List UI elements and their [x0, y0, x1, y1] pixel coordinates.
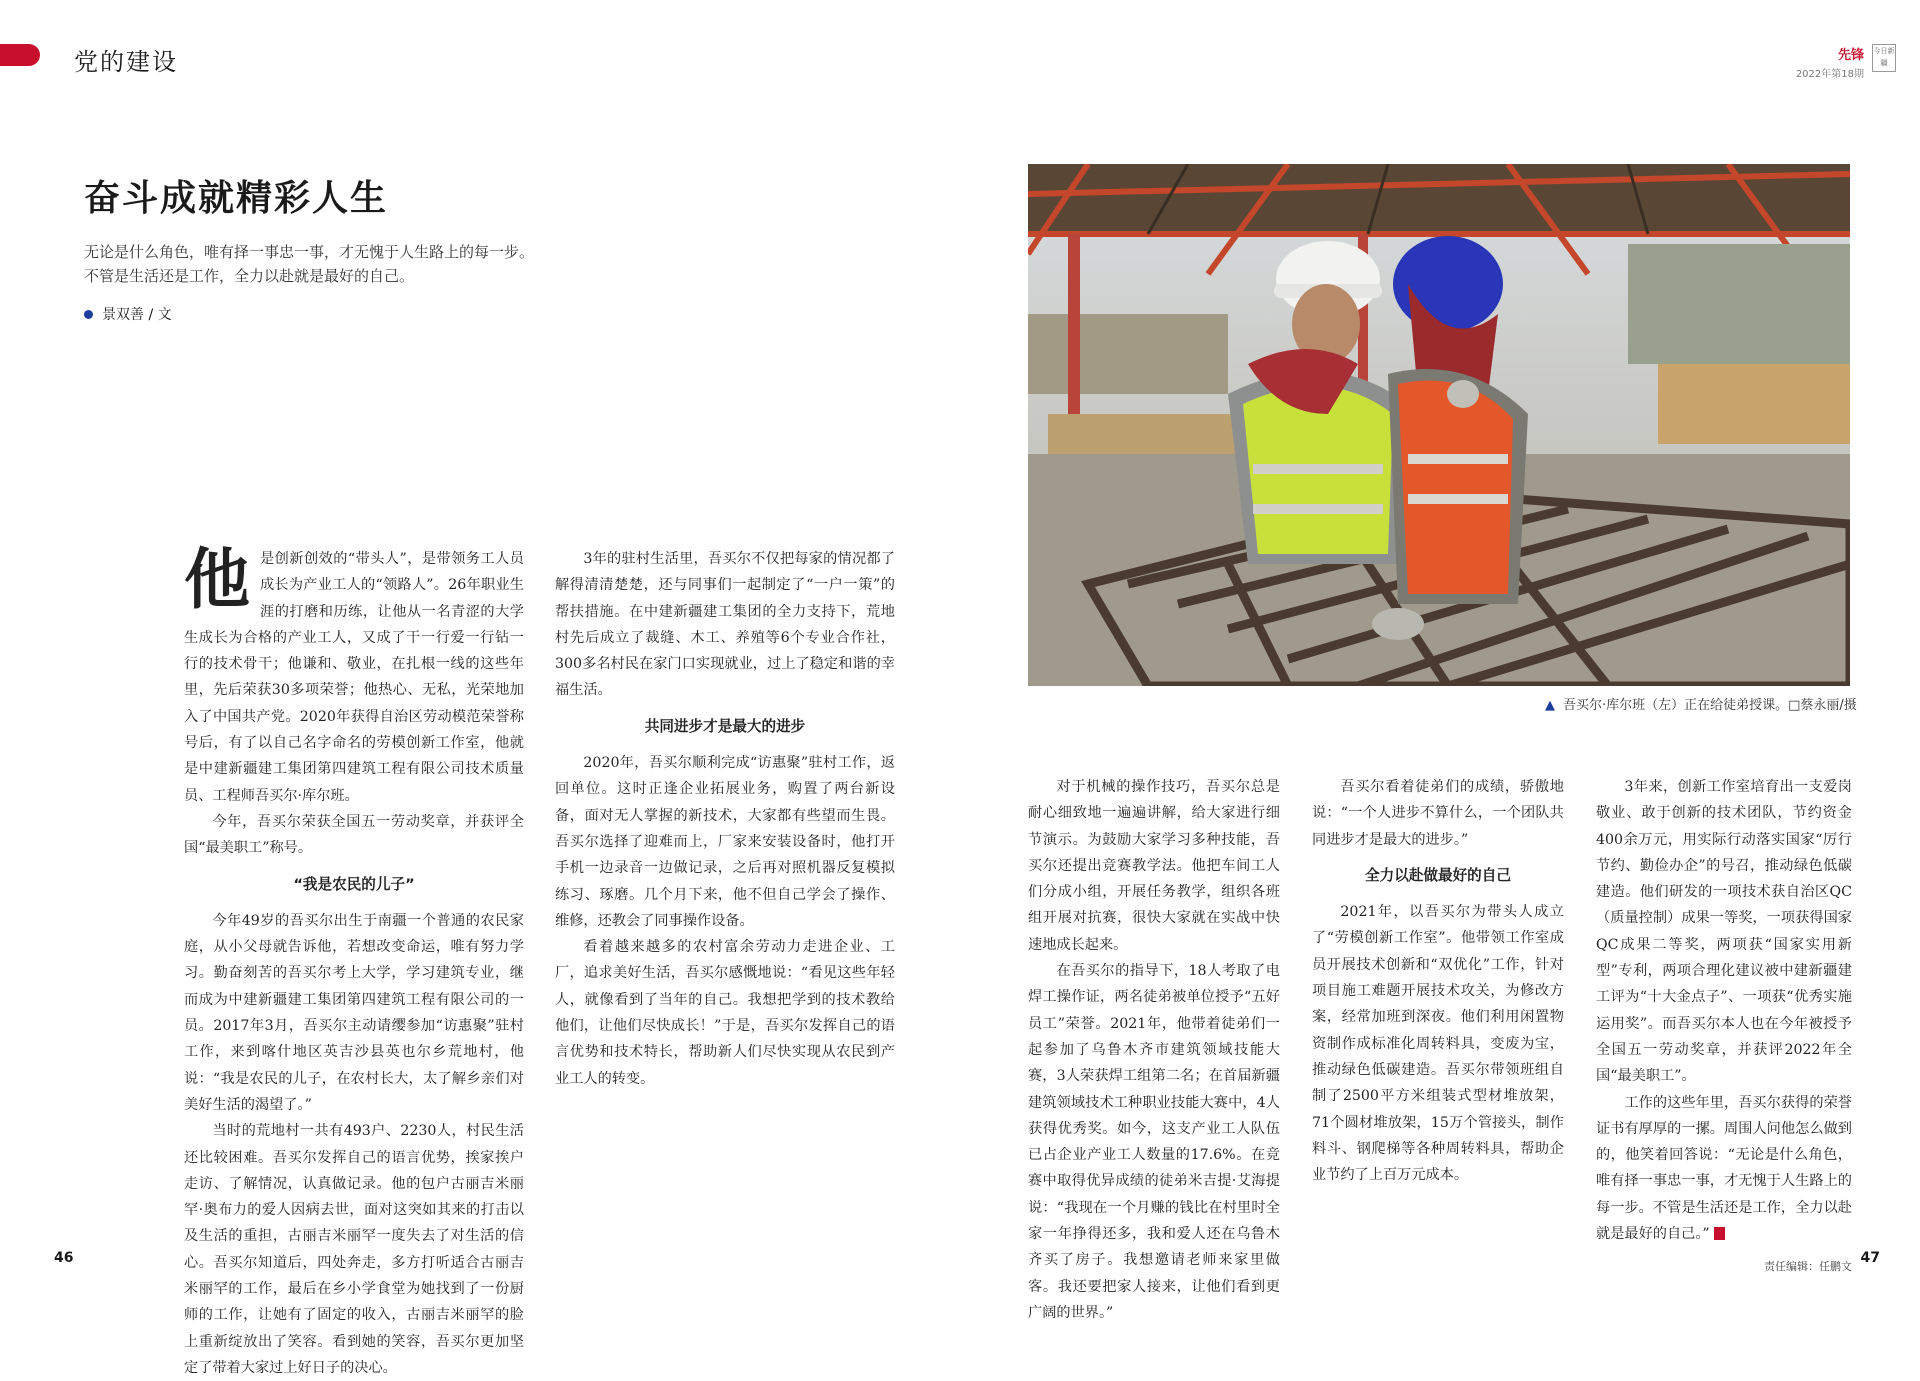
paragraph: 2020年，吾买尔顺利完成“访惠聚”驻村工作，返回单位。这时正逢企业拓展业务，购置了两台新设备，面对无人掌握的新技术，大家都有些望而生畏。吾买尔选择了迎难而上，厂家来安装设备时，他打开手机一边录音一边做记录，之后再对照机器反复模拟练习、琢磨。几个月下来，他不但自己学会了操作、维修，还教会了同事操作设备。: [555, 755, 895, 929]
drop-cap: 他: [184, 541, 250, 618]
subheading: “我是农民的儿子”: [293, 875, 415, 893]
paragraph: 3年的驻村生活里，吾买尔不仅把每家的情况都了解得清清楚楚，还与同事们一起制定了“一户一策”的帮扶措施。在中建新疆建工集团的全力支持下，荒地村先后成立了裁缝、木工、养殖等6个专业合作社，300多名村民在家门口实现就业，过上了稳定和谐的幸福生活。: [555, 551, 895, 699]
paragraph: 工作的这些年里，吾买尔获得的荣誉证书有厚厚的一摞。周围人问他怎么做到的，他笑着回答说：“无论是什么角色，唯有择一事忠一事，才无愧于人生路上的每一步。不管是生活还是工作，全力以赴就是最好的自己。”: [1596, 1094, 1852, 1243]
page-number-right: 47: [1860, 1250, 1880, 1266]
column-3: [1028, 774, 1280, 1326]
magazine-masthead: [1796, 44, 1894, 80]
editor-credit: 责任编辑：任鹏文: [1764, 1260, 1852, 1273]
paragraph: 今年，吾买尔荣获全国五一劳动奖章，并获评全国“最美职工”称号。: [184, 813, 524, 857]
section-marker: [0, 44, 40, 66]
paragraph: 对于机械的操作技巧，吾买尔总是耐心细致地一遍遍讲解，给大家进行细节演示。为鼓励大家学习多种技能，吾买尔还提出竞赛教学法。他把车间工人们分成小组，开展任务教学，组织各班组开展对抗赛，很快大家就在实战中快速地成长起来。: [1028, 779, 1280, 953]
corner-tag: 今日新疆: [1872, 44, 1896, 72]
issue-label: 2022年第18期: [1795, 69, 1864, 80]
article-lead: [84, 240, 534, 288]
author-name: 景双善 / 文: [102, 307, 172, 323]
paragraph: 是创新创效的“带头人”，是带领务工人员成长为产业工人的“领路人”。26年职业生涯的打磨和历练，让他从一名青涩的大学生成长为合格的产业工人，又成了干一行爱一行钻一行的技术骨干；他谦和、敬业，在扎根一线的这些年里，先后荣获30多项荣誉；他热心、无私，光荣地加入了中国共产党。2020年获得自治区劳动模范荣誉称号后，有了以自己名字命名的劳模创新工作室，他就是中建新疆建工集团第四建筑工程有限公司技术质量员、工程师吾买尔·库尔班。: [184, 551, 524, 804]
lead-line-2: 不管是生活还是工作，全力以赴就是最好的自己。: [84, 267, 415, 285]
article-photo: [1028, 164, 1850, 686]
subheading: 共同进步才是最大的进步: [644, 717, 806, 735]
paragraph: 今年49岁的吾买尔出生于南疆一个普通的农民家庭，从小父母就告诉他，若想改变命运，唯有努力学习。勤奋刻苦的吾买尔考上大学，学习建筑专业，继而成为中建新疆建工集团第四建筑工程有限公司的一员。2017年3月，吾买尔主动请缨参加“访惠聚”驻村工作，来到喀什地区英吉沙县英也尔乡荒地村，他说：“我是农民的儿子，在农村长大，太了解乡亲们对美好生活的渴望了。”: [184, 912, 524, 1113]
section-title: 党的建设: [74, 48, 178, 76]
subheading: 全力以赴做最好的自己: [1365, 866, 1511, 884]
column-1: [184, 541, 524, 1381]
byline: [84, 304, 172, 324]
paragraph: 当时的荒地村一共有493户、2230人，村民生活还比较困难。吾买尔发挥自己的语言优势，挨家挨户走访、了解情况，认真做记录。他的包户古丽吉米丽罕·奥布力的爱人因病去世，面对这突如其来的打击以及生活的重担，古丽吉米丽罕一度失去了对生活的信心。吾买尔知道后，四处奔走，多方打听适合古丽吉米丽罕的工作，最后在乡小学食堂为她找到了一份厨师的工作，让她有了固定的收入，古丽吉米丽罕的脸上重新绽放出了笑容。看到她的笑容，吾买尔更加坚定了带着大家过上好日子的决心。: [184, 1123, 524, 1376]
bullet-icon: [84, 310, 93, 319]
magazine-name: 先锋: [1837, 48, 1864, 63]
column-2: [555, 546, 895, 1092]
paragraph: 在吾买尔的指导下，18人考取了电焊工操作证，两名徒弟被单位授予“五好员工”荣誉。2021年，他带着徒弟们一起参加了乌鲁木齐市建筑领域技能大赛，3人荣获焊工组第二名；在首届新疆建筑领域技术工种职业技能大赛中，4人获得优秀奖。如今，这支产业工人队伍已占企业产业工人数量的17.6%。在竞赛中取得优异成绩的徒弟米吉提·艾海提说：“我现在一个月赚的钱比在村里时全家一年挣得还多，我和爱人还在乌鲁木齐买了房子。我想邀请老师来家里做客。我还要把家人接来，让他们看到更广阔的世界。”: [1028, 963, 1280, 1321]
end-mark-icon: [1714, 1227, 1725, 1240]
photo-caption: ▲ 吾买尔·库尔班（左）正在给徒弟授课。□蔡永丽/摄: [1545, 698, 1857, 713]
column-5: [1596, 774, 1852, 1247]
paragraph: 吾买尔看着徒弟们的成绩，骄傲地说：“一个人进步不算什么，一个团队共同进步才是最大的进步。”: [1312, 779, 1564, 848]
paragraph: 3年来，创新工作室培育出一支爱岗敬业、敢于创新的技术团队，节约资金400余万元，用实际行动落实国家“厉行节约、勤俭办企”的号召，推动绿色低碳建造。他们研发的一项技术获自治区QC（质量控制）成果一等奖，一项获得国家QC成果二等奖，两项获“国家实用新型”专利，两项合理化建议被中建新疆建工评为“十大金点子”、一项获“优秀实施运用奖”。而吾买尔本人也在今年被授予全国五一劳动奖章，并获评2022年全国“最美职工”。: [1596, 779, 1852, 1085]
article-title: 奋斗成就精彩人生: [84, 178, 389, 219]
page-number-left: 46: [54, 1250, 74, 1266]
paragraph: 2021年，以吾买尔为带头人成立了“劳模创新工作室”。他带领工作室成员开展技术创新和“双优化”工作，针对项目施工难题开展技术攻关，为修改方案，经常加班到深夜。他们利用闲置物资制作成标准化周转料具，变废为宝，推动绿色低碳建造。吾买尔带领班组自制了2500平方米组装式型材堆放架，71个圆材堆放架，15万个管接头，制作料斗、钢爬梯等各种周转料具，帮助企业节约了上百万元成本。: [1312, 904, 1564, 1184]
caption-triangle-icon: ▲: [1545, 698, 1555, 713]
paragraph: 看着越来越多的农村富余劳动力走进企业、工厂，追求美好生活，吾买尔感慨地说：“看见这些年轻人，就像看到了当年的自己。我想把学到的技术教给他们，让他们尽快成长！”于是，吾买尔发挥自己的语言优势和技术特长，帮助新人们尽快实现从农民到产业工人的转变。: [555, 939, 895, 1087]
column-4: [1312, 774, 1564, 1188]
lead-line-1: 无论是什么角色，唯有择一事忠一事，才无愧于人生路上的每一步。: [84, 243, 535, 261]
welding-workshop-illustration: [1028, 164, 1850, 686]
